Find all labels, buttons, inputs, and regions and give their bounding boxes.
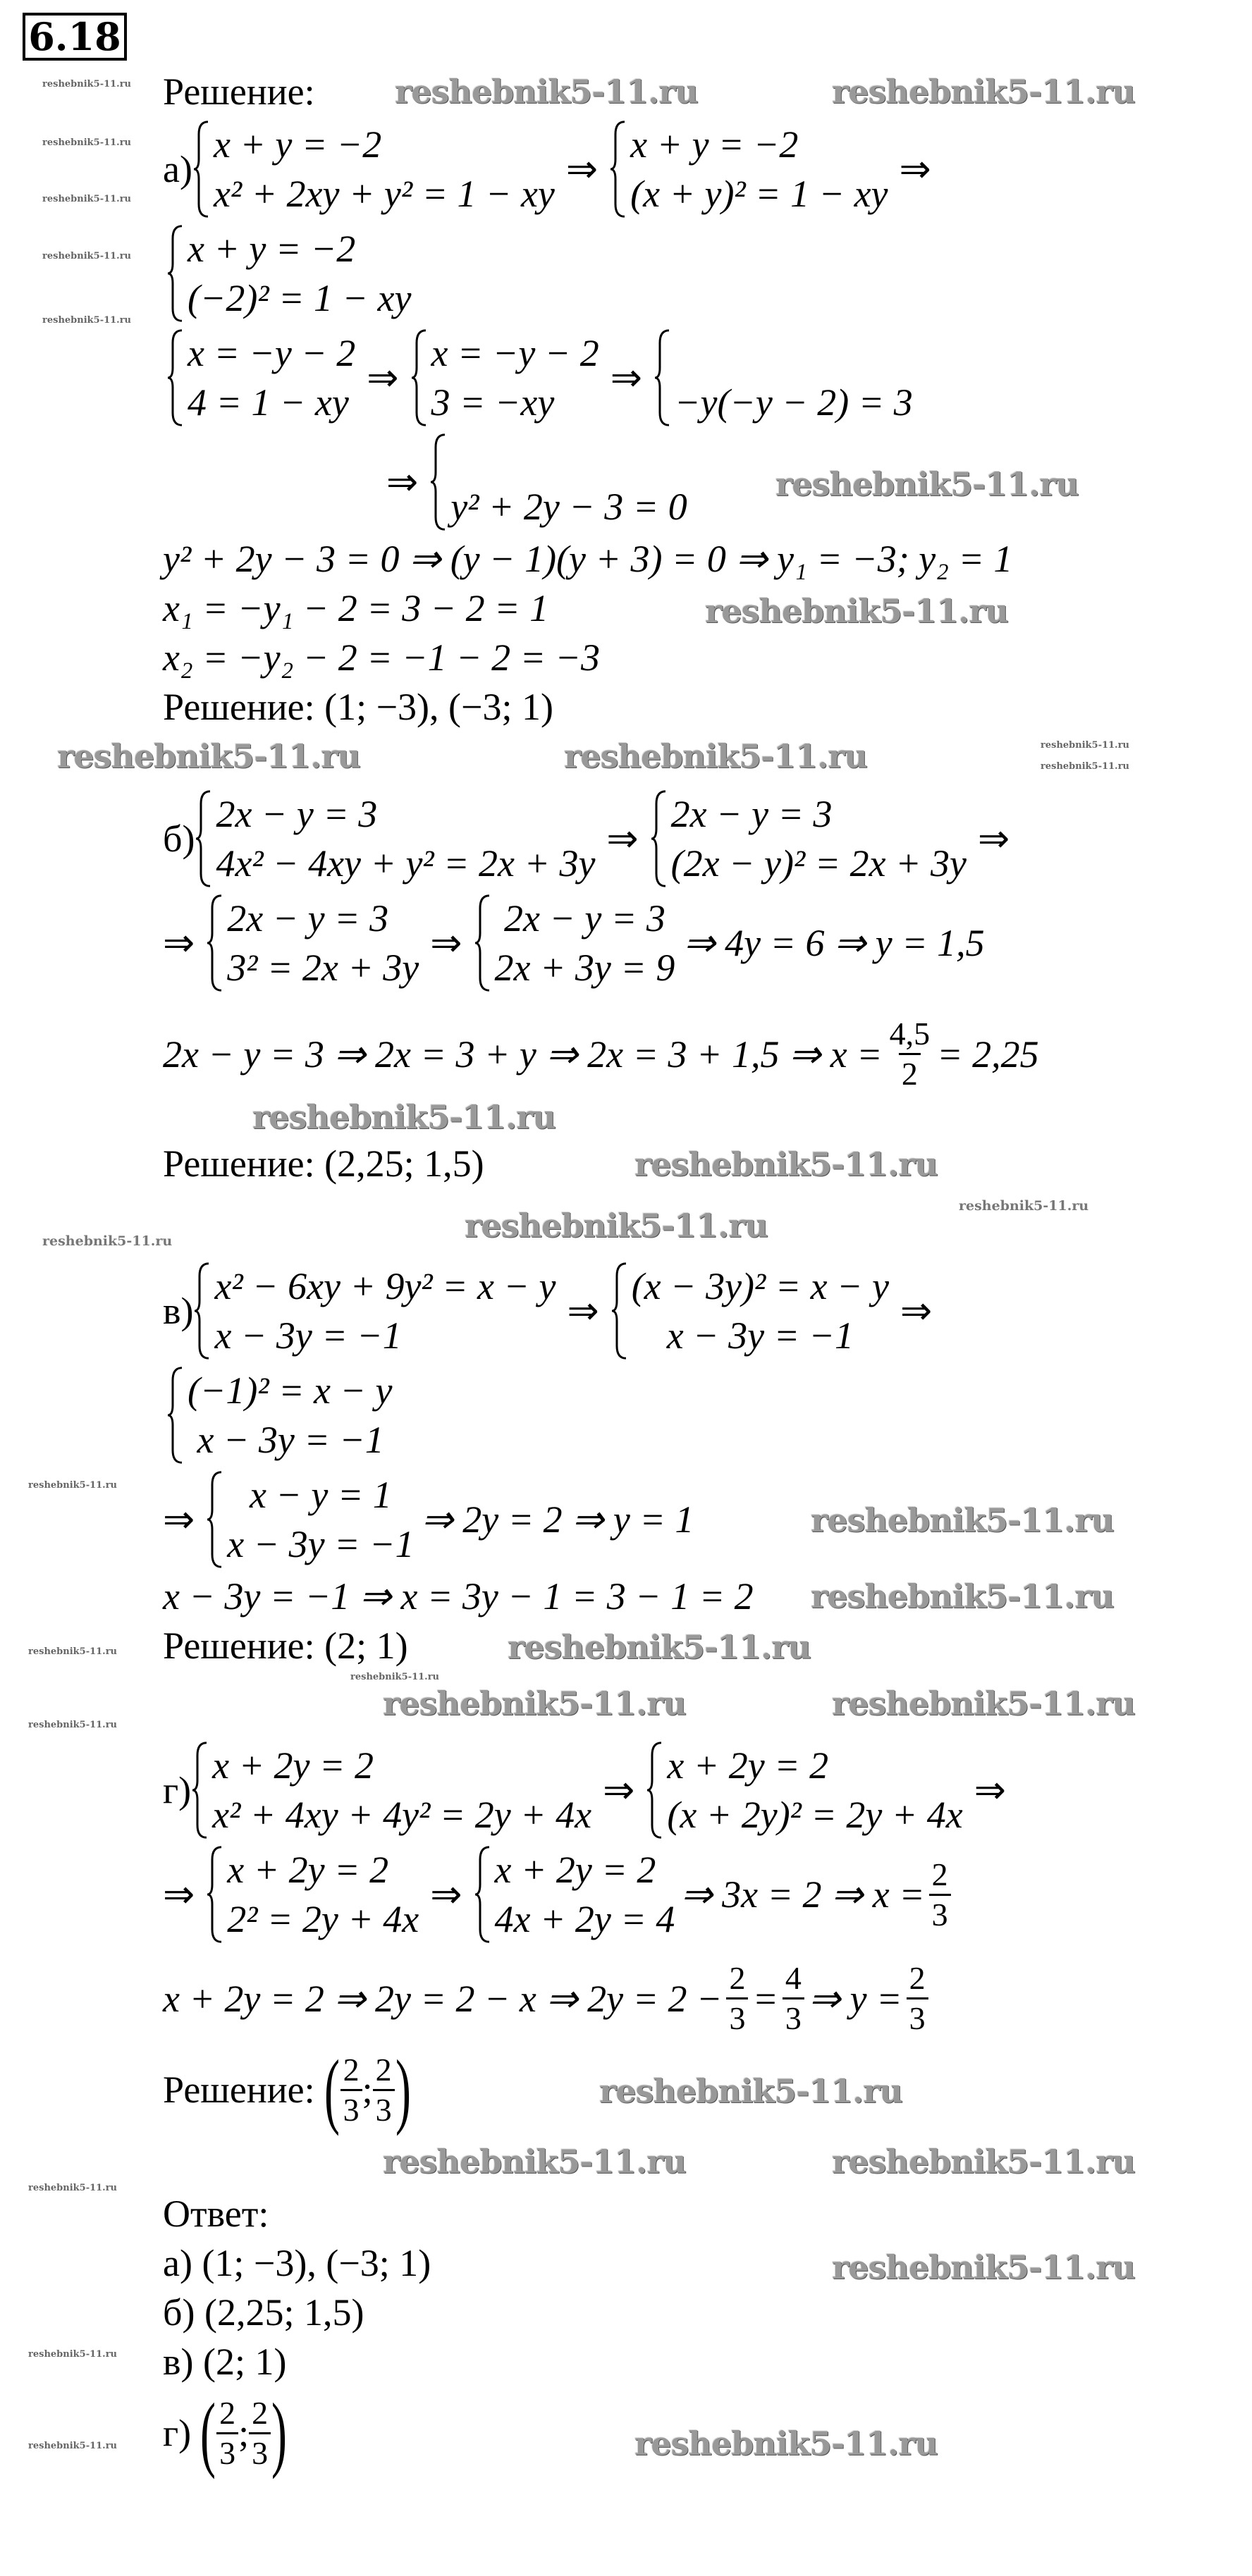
- part-a-line4: [375, 433, 687, 531]
- watermark: reshebnik5-11.ru: [42, 1233, 173, 1249]
- equation: 4x² − 4xy + y² = 2x + 3y: [216, 842, 596, 885]
- implies-arrow: ⇒: [386, 461, 419, 503]
- equation-system: [166, 1366, 392, 1465]
- watermark: reshebnik5-11.ru: [252, 1098, 556, 1136]
- result-label: Решение:: [163, 2069, 315, 2111]
- part-v-line2: [166, 1366, 392, 1465]
- watermark: reshebnik5-11.ru: [634, 2424, 938, 2463]
- equation: (x − 3y)² = x − y: [631, 1265, 890, 1307]
- watermark: reshebnik5-11.ru: [395, 73, 698, 111]
- implies-arrow: ⇒: [163, 922, 195, 964]
- watermark: reshebnik5-11.ru: [465, 1207, 768, 1245]
- equation: x + 2y = 2: [494, 1849, 656, 1891]
- watermark: reshebnik5-11.ru: [28, 2441, 118, 2451]
- implies-arrow: ⇒: [603, 1769, 635, 1811]
- brace-icon: [195, 789, 213, 888]
- implies-arrow: ⇒: [974, 1769, 1006, 1811]
- equation: x = −y − 2: [431, 332, 599, 374]
- denominator: 3: [907, 1997, 928, 2038]
- watermark: reshebnik5-11.ru: [811, 1577, 1114, 1615]
- equation-system: [610, 1262, 889, 1360]
- watermark: reshebnik5-11.ru: [959, 1198, 1089, 1214]
- equation: x + 2y = 2: [227, 1849, 389, 1891]
- brace-icon: [206, 1470, 224, 1569]
- part-g-result: [163, 2042, 412, 2136]
- equation: 2x − y = 3: [670, 793, 833, 835]
- denominator: 3: [726, 1997, 748, 2038]
- equation: 2² = 2y + 4x: [227, 1898, 419, 1940]
- part-b-result: Решение: (2,25; 1,5): [163, 1142, 484, 1185]
- equation-system: [195, 789, 595, 888]
- brace-icon: [474, 1845, 492, 1944]
- equation: (x + 2y)² = 2y + 4x: [667, 1794, 963, 1836]
- numerator: 2: [375, 2051, 392, 2088]
- denominator: 2: [899, 1053, 921, 1093]
- brace-icon: [206, 894, 224, 992]
- equation: [675, 328, 913, 378]
- equation: y² + 2y − 3 = 0: [450, 486, 687, 528]
- paren-open: (: [324, 2042, 340, 2136]
- equation-system: [429, 433, 687, 531]
- equation-system: [474, 1845, 675, 1944]
- part-label: г): [163, 2412, 192, 2454]
- equation: 2x − y = 3 ⇒ 2x = 3 + y ⇒ 2x = 3 + 1,5 ⇒ x =: [163, 1033, 883, 1076]
- equation-system: [166, 224, 411, 323]
- equation: x + 2y = 2 ⇒ 2y = 2 − x ⇒ 2y = 2 −: [163, 1977, 723, 2020]
- separator: ;: [238, 2412, 250, 2454]
- part-a-result: Решение: (1; −3), (−3; 1): [163, 686, 553, 728]
- equals-sign: =: [752, 1977, 778, 2020]
- brace-icon: [474, 894, 492, 992]
- watermark: reshebnik5-11.ru: [42, 251, 132, 261]
- watermark: reshebnik5-11.ru: [832, 2248, 1135, 2286]
- equation: x² − 6xy + 9y² = x − y: [214, 1265, 556, 1307]
- part-b-line2: [163, 894, 985, 992]
- brace-icon: [206, 1845, 224, 1944]
- equation-system: [474, 894, 675, 992]
- brace-icon: [410, 328, 429, 427]
- implies-arrow: ⇒: [978, 818, 1010, 860]
- brace-icon: [653, 328, 672, 427]
- watermark: reshebnik5-11.ru: [1041, 740, 1130, 751]
- implies-arrow: ⇒: [430, 922, 462, 964]
- brace-icon: [191, 1741, 209, 1839]
- equation: x − 3y = −1: [188, 1419, 384, 1461]
- part-v-line1: [163, 1262, 943, 1360]
- part-v-result: Решение: (2; 1): [163, 1625, 408, 1667]
- equation-system: [166, 328, 355, 427]
- fraction: [340, 2051, 362, 2129]
- equation-system: [206, 1470, 414, 1569]
- equation: 2x − y = 3: [216, 793, 378, 835]
- equation: ⇒ 3x = 2 ⇒ x =: [680, 1873, 925, 1916]
- equation: −y(−y − 2) = 3: [675, 381, 913, 424]
- answer-b: б) (2,25; 1,5): [163, 2291, 364, 2334]
- fraction: [929, 1856, 951, 1934]
- watermark: reshebnik5-11.ru: [832, 2143, 1135, 2181]
- watermark: reshebnik5-11.ru: [28, 1646, 118, 1657]
- brace-icon: [609, 120, 627, 218]
- denominator: 3: [249, 2432, 271, 2472]
- equation: (−1)² = x − y: [188, 1369, 393, 1412]
- fraction: [249, 2394, 271, 2472]
- equation: 4 = 1 − xy: [188, 381, 349, 424]
- equation: x + y = −2: [188, 228, 356, 270]
- implies-arrow: ⇒: [610, 357, 643, 399]
- equation: = 2,25: [937, 1033, 1039, 1076]
- equation: 2x + 3y = 9: [494, 947, 675, 989]
- numerator: 2: [252, 2394, 269, 2431]
- denominator: 3: [340, 2089, 362, 2129]
- equation-system: [206, 1845, 419, 1944]
- watermark: reshebnik5-11.ru: [564, 737, 867, 775]
- denominator: 3: [782, 1997, 804, 2038]
- fraction: [216, 2394, 238, 2472]
- numerator: 2: [219, 2394, 236, 2431]
- equation-system: [646, 1741, 962, 1839]
- equation-line: x₁ = −y₁ − 2 = 3 − 2 = 1: [163, 587, 549, 629]
- watermark: reshebnik5-11.ru: [42, 137, 132, 148]
- brace-icon: [646, 1741, 664, 1839]
- denominator: 3: [373, 2089, 395, 2129]
- watermark: reshebnik5-11.ru: [28, 1720, 118, 1730]
- part-label: в): [163, 1290, 194, 1332]
- equation: x + y = −2: [630, 123, 799, 166]
- equation-system: [192, 120, 555, 218]
- watermark: reshebnik5-11.ru: [57, 737, 360, 775]
- fraction: [782, 1959, 804, 2038]
- answer-g: [163, 2386, 288, 2479]
- equation: 2x − y = 3: [227, 897, 389, 939]
- denominator: 3: [216, 2432, 238, 2472]
- equation: 4x + 2y = 4: [494, 1898, 675, 1940]
- equation-system: [191, 1741, 591, 1839]
- implies-arrow: ⇒: [163, 1873, 195, 1916]
- equation: x² + 4xy + 4y² = 2y + 4x: [212, 1794, 592, 1836]
- equation-system: [653, 328, 913, 427]
- problem-number: 6.18: [23, 13, 127, 61]
- watermark: reshebnik5-11.ru: [42, 194, 132, 204]
- fraction: [907, 1959, 928, 2038]
- implies-arrow: ⇒: [367, 357, 399, 399]
- watermark: reshebnik5-11.ru: [832, 73, 1135, 111]
- numerator: 2: [343, 2051, 360, 2088]
- part-a-line1: [163, 120, 943, 218]
- brace-icon: [166, 1366, 185, 1465]
- numerator: 4: [785, 1960, 802, 1996]
- equation: 2x − y = 3: [494, 897, 665, 939]
- paren-close: ): [395, 2042, 411, 2136]
- equation: x + y = −2: [213, 123, 382, 166]
- solution-label: Решение:: [163, 70, 315, 113]
- answer-label: Ответ:: [163, 2193, 269, 2235]
- watermark: reshebnik5-11.ru: [811, 1501, 1114, 1539]
- part-g-line1: [163, 1741, 1017, 1839]
- equation: ⇒ 4y = 6 ⇒ y = 1,5: [683, 922, 985, 964]
- equation: ⇒ y =: [808, 1977, 902, 2020]
- paren-close: ): [271, 2386, 288, 2479]
- equation: 3 = −xy: [431, 381, 555, 424]
- watermark: reshebnik5-11.ru: [383, 2143, 686, 2181]
- paren-open: (: [200, 2386, 216, 2479]
- implies-arrow: ⇒: [430, 1873, 462, 1916]
- equation: x + 2y = 2: [212, 1744, 374, 1787]
- denominator: 3: [929, 1894, 951, 1934]
- watermark: reshebnik5-11.ru: [508, 1628, 811, 1666]
- part-label: б): [163, 818, 195, 860]
- part-a-line3: [166, 328, 913, 427]
- answer-a: а) (1; −3), (−3; 1): [163, 2242, 431, 2284]
- brace-icon: [166, 328, 185, 427]
- implies-arrow: ⇒: [899, 148, 931, 190]
- numerator: 2: [729, 1960, 746, 1996]
- brace-icon: [429, 433, 448, 531]
- implies-arrow: ⇒: [565, 148, 599, 190]
- part-g-line3: [163, 1959, 933, 2038]
- equation: x − 3y = −1: [227, 1523, 415, 1565]
- watermark: reshebnik5-11.ru: [350, 1672, 440, 1682]
- implies-arrow: ⇒: [163, 1498, 195, 1541]
- equation: x + 2y = 2: [667, 1744, 829, 1787]
- equation: x − 3y = −1: [666, 1314, 854, 1357]
- part-g-line2: [163, 1845, 955, 1944]
- watermark: reshebnik5-11.ru: [42, 315, 132, 326]
- fraction: [726, 1959, 748, 2038]
- separator: ;: [362, 2069, 373, 2111]
- equation: x² + 2xy + y² = 1 − xy: [213, 173, 555, 215]
- brace-icon: [192, 120, 211, 218]
- part-label: а): [163, 148, 192, 190]
- equation: (x + y)² = 1 − xy: [630, 173, 888, 215]
- equation-line: x₂ = −y₂ − 2 = −1 − 2 = −3: [163, 636, 600, 679]
- equation: 3² = 2x + 3y: [227, 947, 419, 989]
- equation-system: [410, 328, 599, 427]
- part-b-line1: [163, 789, 1021, 888]
- watermark: reshebnik5-11.ru: [775, 465, 1079, 503]
- watermark: reshebnik5-11.ru: [599, 2072, 902, 2110]
- numerator: 2: [931, 1856, 948, 1892]
- part-b-line3: [163, 1015, 1039, 1093]
- equation: x − 3y = −1: [214, 1314, 402, 1357]
- part-a-line2: [166, 224, 411, 323]
- brace-icon: [610, 1262, 629, 1360]
- watermark: reshebnik5-11.ru: [28, 2349, 118, 2360]
- brace-icon: [166, 224, 185, 323]
- watermark: reshebnik5-11.ru: [28, 1480, 118, 1491]
- equation: (2x − y)² = 2x + 3y: [670, 842, 967, 885]
- equation-line: x − 3y = −1 ⇒ x = 3y − 1 = 3 − 1 = 2: [163, 1575, 754, 1617]
- watermark: reshebnik5-11.ru: [705, 592, 1008, 630]
- equation-system: [650, 789, 966, 888]
- watermark: reshebnik5-11.ru: [383, 1684, 686, 1723]
- watermark: reshebnik5-11.ru: [832, 1684, 1135, 1723]
- watermark: reshebnik5-11.ru: [634, 1145, 938, 1183]
- equation: (−2)² = 1 − xy: [188, 277, 412, 319]
- fraction: [887, 1015, 933, 1093]
- equation: ⇒ 2y = 2 ⇒ y = 1: [421, 1498, 694, 1541]
- part-label: г): [163, 1769, 192, 1811]
- answer-v: в) (2; 1): [163, 2341, 287, 2383]
- part-v-line3: [163, 1470, 694, 1569]
- implies-arrow: ⇒: [900, 1290, 933, 1332]
- equation-system: [193, 1262, 556, 1360]
- numerator: 2: [909, 1960, 926, 1996]
- equation-system: [206, 894, 419, 992]
- watermark: reshebnik5-11.ru: [1041, 761, 1130, 772]
- implies-arrow: ⇒: [606, 818, 639, 860]
- equation-system: [609, 120, 888, 218]
- equation: x − y = 1: [249, 1474, 392, 1516]
- equation: x = −y − 2: [188, 332, 356, 374]
- equation-line: y² + 2y − 3 = 0 ⇒ (y − 1)(y + 3) = 0 ⇒ y₁ = −3; y₂ = 1: [163, 538, 1013, 580]
- numerator: 4,5: [889, 1016, 931, 1052]
- fraction: [373, 2051, 395, 2129]
- implies-arrow: ⇒: [567, 1290, 599, 1332]
- equation: [450, 433, 687, 482]
- brace-icon: [650, 789, 668, 888]
- brace-icon: [193, 1262, 211, 1360]
- watermark: reshebnik5-11.ru: [28, 2183, 118, 2193]
- watermark: reshebnik5-11.ru: [42, 79, 132, 90]
